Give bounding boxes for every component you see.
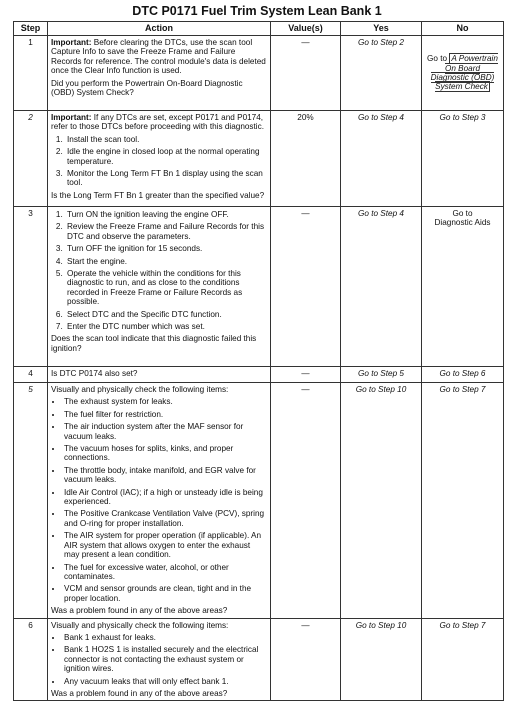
action-cell [48,111,271,207]
important-text: If any DTCs are set, except P0171 and P0174, refer to those DTCs before proceeding with this diagnostic. [51,113,264,132]
step-question: Was a problem found in any of the above areas? [51,606,228,616]
table-row [14,36,504,111]
list-item: 1. Install the scan tool. [65,135,267,144]
no-cell[interactable] [422,207,504,367]
value-cell: — [271,36,341,111]
step-question: Did you perform the Powertrain On-Board Diagnostic (OBD) System Check? [51,78,243,98]
step-number: 6 [14,618,48,701]
list-item: • The AIR system for proper operation (if applicable). An AIR system that allows oxygen to enter the exhaust may present a lean condition. [63,531,267,559]
list-item: 2. Idle the engine in closed loop at the normal operating temperature. [65,147,267,166]
value-cell: — [271,207,341,367]
check-intro: Visually and physically check the following items: [51,620,229,630]
list-item: 3. Monitor the Long Term FT Bn 1 display using the scan tool. [65,169,267,188]
no-line-1: Go to [452,209,473,218]
diagnostic-aids-link[interactable]: Diagnostic Aids [434,218,491,228]
header-step: Step [14,22,48,36]
list-item: • The exhaust system for leaks. [63,397,267,406]
important-text: Before clearing the DTCs, use the scan tool Capture Info to save the Freeze Frame and Failure Records for reference. The control module's data is deleted once the Clear Info function is used. [51,38,266,76]
action-cell [48,383,271,619]
check-list [51,633,267,686]
step-number: 4 [14,367,48,383]
header-no: No [422,22,504,36]
step-number: 3 [14,207,48,367]
table-row [14,618,504,701]
procedure-list [51,210,267,331]
list-item: • The fuel for excessive water, alcohol, or other contaminates. [63,563,267,582]
header-yes: Yes [341,22,422,36]
table-row [14,367,504,383]
important-label: Important: [51,113,92,122]
list-item: • The air induction system after the MAF sensor for vacuum leaks. [63,422,267,441]
step-question: Is DTC P0174 also set? [48,367,271,383]
list-item: 1. Turn ON the ignition leaving the engine OFF. [65,210,267,219]
action-cell [48,207,271,367]
list-item: • The Positive Crankcase Ventilation Valve (PCV), spring and O-ring for proper installation. [63,509,267,528]
yes-cell[interactable]: Go to Step 4 [341,111,422,207]
value-cell: — [271,383,341,619]
no-cell[interactable] [422,36,504,111]
list-item: • Bank 1 HO2S 1 is installed securely and the electrical connector is not contacting the exhaust system or ignition wires. [63,645,267,673]
step-question: Is the Long Term FT Bn 1 greater than the specified value? [51,190,265,200]
diagnostic-table [13,21,504,701]
yes-cell[interactable]: Go to Step 2 [341,36,422,111]
value-cell: — [271,618,341,701]
list-item: 6. Select DTC and the Specific DTC function. [65,310,267,319]
step-question: Was a problem found in any of the above areas? [51,688,228,698]
list-item: • Any vacuum leaks that will only effect bank 1. [63,677,267,686]
yes-cell[interactable]: Go to Step 5 [341,367,422,383]
value-cell: — [271,367,341,383]
no-cell[interactable]: Go to Step 7 [422,383,504,619]
procedure-list [51,135,267,188]
list-item: 3. Turn OFF the ignition for 15 seconds. [65,244,267,253]
list-item: 2. Review the Freeze Frame and Failure Records for this DTC and observe the parameters. [65,222,267,241]
action-cell [48,618,271,701]
action-cell [48,36,271,111]
no-cell[interactable]: Go to Step 3 [422,111,504,207]
list-item: 5. Operate the vehicle within the conditions for this diagnostic to run, and as close to the conditions recorded in Freeze Frame or Failure Records as possible. [65,269,267,307]
check-list [51,397,267,603]
no-prefix: Go to [427,54,450,64]
no-cell[interactable]: Go to Step 6 [422,367,504,383]
check-intro: Visually and physically check the following items: [51,385,229,394]
no-cell[interactable]: Go to Step 7 [422,618,504,701]
page-title: DTC P0171 Fuel Trim System Lean Bank 1 [132,4,382,18]
yes-cell[interactable]: Go to Step 10 [341,618,422,701]
header-action: Action [48,22,271,36]
list-item: • The vacuum hoses for splits, kinks, and proper connections. [63,444,267,463]
value-cell: 20% [271,111,341,207]
step-number: 5 [14,383,48,619]
table-header-row [14,22,504,36]
header-values: Value(s) [271,22,341,36]
table-row [14,111,504,207]
list-item: 7. Enter the DTC number which was set. [65,322,267,331]
yes-cell[interactable]: Go to Step 10 [341,383,422,619]
yes-cell[interactable]: Go to Step 4 [341,207,422,367]
step-question: Does the scan tool indicate that this diagnostic failed this ignition? [51,334,257,353]
obd-system-check-link[interactable]: A Powertrain On Board Diagnostic (OBD) System Check [430,54,498,92]
list-item: 4. Start the engine. [65,257,267,266]
list-item: • VCM and sensor grounds are clean, tight and in the proper location. [63,584,267,603]
list-item: • The throttle body, intake manifold, and EGR valve for vacuum leaks. [63,466,267,485]
list-item: • The fuel filter for restriction. [63,410,267,419]
step-number: 1 [14,36,48,111]
important-label: Important: [51,38,92,47]
table-row [14,383,504,619]
step-number: 2 [14,111,48,207]
list-item: • Bank 1 exhaust for leaks. [63,633,267,642]
table-row [14,207,504,367]
list-item: • Idle Air Control (IAC); if a high or unsteady idle is being experienced. [63,488,267,507]
